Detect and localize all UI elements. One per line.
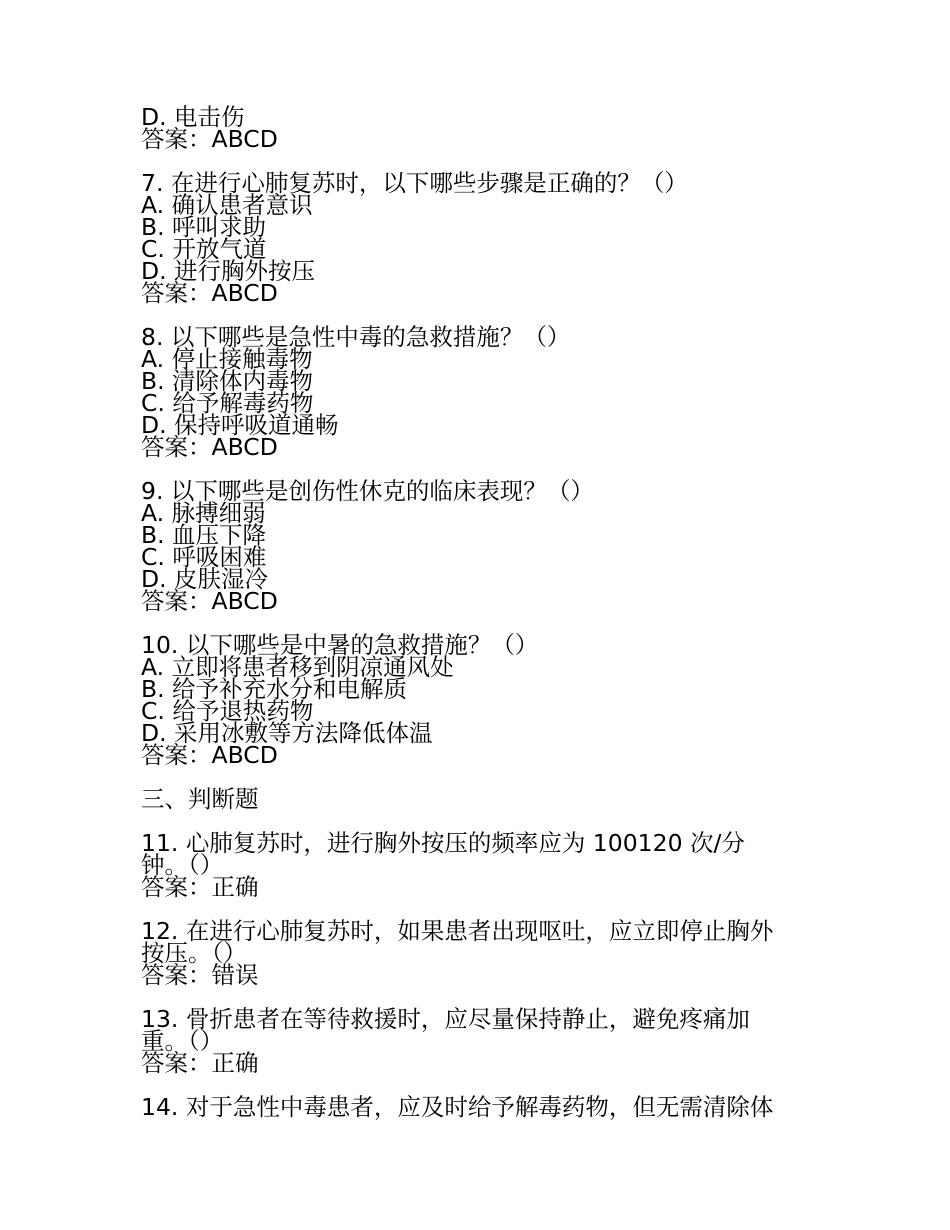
answer: 答案：ABCD xyxy=(141,587,278,615)
answer: 答案：正确 xyxy=(141,873,259,901)
option-c: C. 开放气道 xyxy=(141,235,267,263)
question-text-continued: 重。（） xyxy=(141,1027,224,1055)
question-10 xyxy=(141,631,821,769)
question-text: 8. 以下哪些是急性中毒的急救措施？（） xyxy=(141,323,571,351)
question-7 xyxy=(141,169,821,307)
answer: 答案：ABCD xyxy=(141,125,278,153)
option-d: D. 保持呼吸道通畅 xyxy=(141,411,339,439)
question-11 xyxy=(141,829,821,901)
question-text: 7. 在进行心肺复苏时，以下哪些步骤是正确的？（） xyxy=(141,169,688,197)
section-heading xyxy=(141,785,821,813)
option-c: C. 给予解毒药物 xyxy=(141,389,314,417)
answer: 答案：错误 xyxy=(141,961,259,989)
option-d: D. 进行胸外按压 xyxy=(141,257,316,285)
question-text: 9. 以下哪些是创伤性休克的临床表现？（） xyxy=(141,477,594,505)
option-c: C. 给予退热药物 xyxy=(141,697,314,725)
question-text: 12. 在进行心肺复苏时，如果患者出现呕吐，应立即停止胸外 xyxy=(141,917,774,945)
question-9 xyxy=(141,477,821,615)
answer: 答案：ABCD xyxy=(141,433,278,461)
answer: 答案：ABCD xyxy=(141,279,278,307)
section-title: 三、判断题 xyxy=(141,785,259,813)
option-b: B. 血压下降 xyxy=(141,521,267,549)
question-12 xyxy=(141,917,821,989)
option-b: B. 清除体内毒物 xyxy=(141,367,314,395)
option-d: D. 电击伤 xyxy=(141,103,245,131)
question-text: 11. 心肺复苏时，进行胸外按压的频率应为 100120 次/分 xyxy=(141,829,745,857)
document-content xyxy=(141,103,821,1140)
question-14 xyxy=(141,1093,821,1121)
option-b: B. 给予补充水分和电解质 xyxy=(141,675,408,703)
question-6-tail xyxy=(141,103,821,153)
option-a: A. 确认患者意识 xyxy=(141,191,313,219)
question-text-continued: 按压。（） xyxy=(141,939,247,967)
answer: 答案：正确 xyxy=(141,1049,259,1077)
question-text: 13. 骨折患者在等待救援时，应尽量保持静止，避免疼痛加 xyxy=(141,1005,750,1033)
answer: 答案：ABCD xyxy=(141,741,278,769)
option-a: A. 脉搏细弱 xyxy=(141,499,266,527)
question-text: 14. 对于急性中毒患者，应及时给予解毒药物，但无需清除体 xyxy=(141,1093,774,1121)
question-text-continued: 钟。（） xyxy=(141,851,224,879)
option-a: A. 停止接触毒物 xyxy=(141,345,313,373)
question-text: 10. 以下哪些是中暑的急救措施？（） xyxy=(141,631,539,659)
question-13 xyxy=(141,1005,821,1077)
question-8 xyxy=(141,323,821,461)
option-a: A. 立即将患者移到阴凉通风处 xyxy=(141,653,454,681)
option-b: B. 呼叫求助 xyxy=(141,213,267,241)
option-d: D. 皮肤湿冷 xyxy=(141,565,269,593)
option-c: C. 呼吸困难 xyxy=(141,543,267,571)
option-d: D. 采用冰敷等方法降低体温 xyxy=(141,719,433,747)
